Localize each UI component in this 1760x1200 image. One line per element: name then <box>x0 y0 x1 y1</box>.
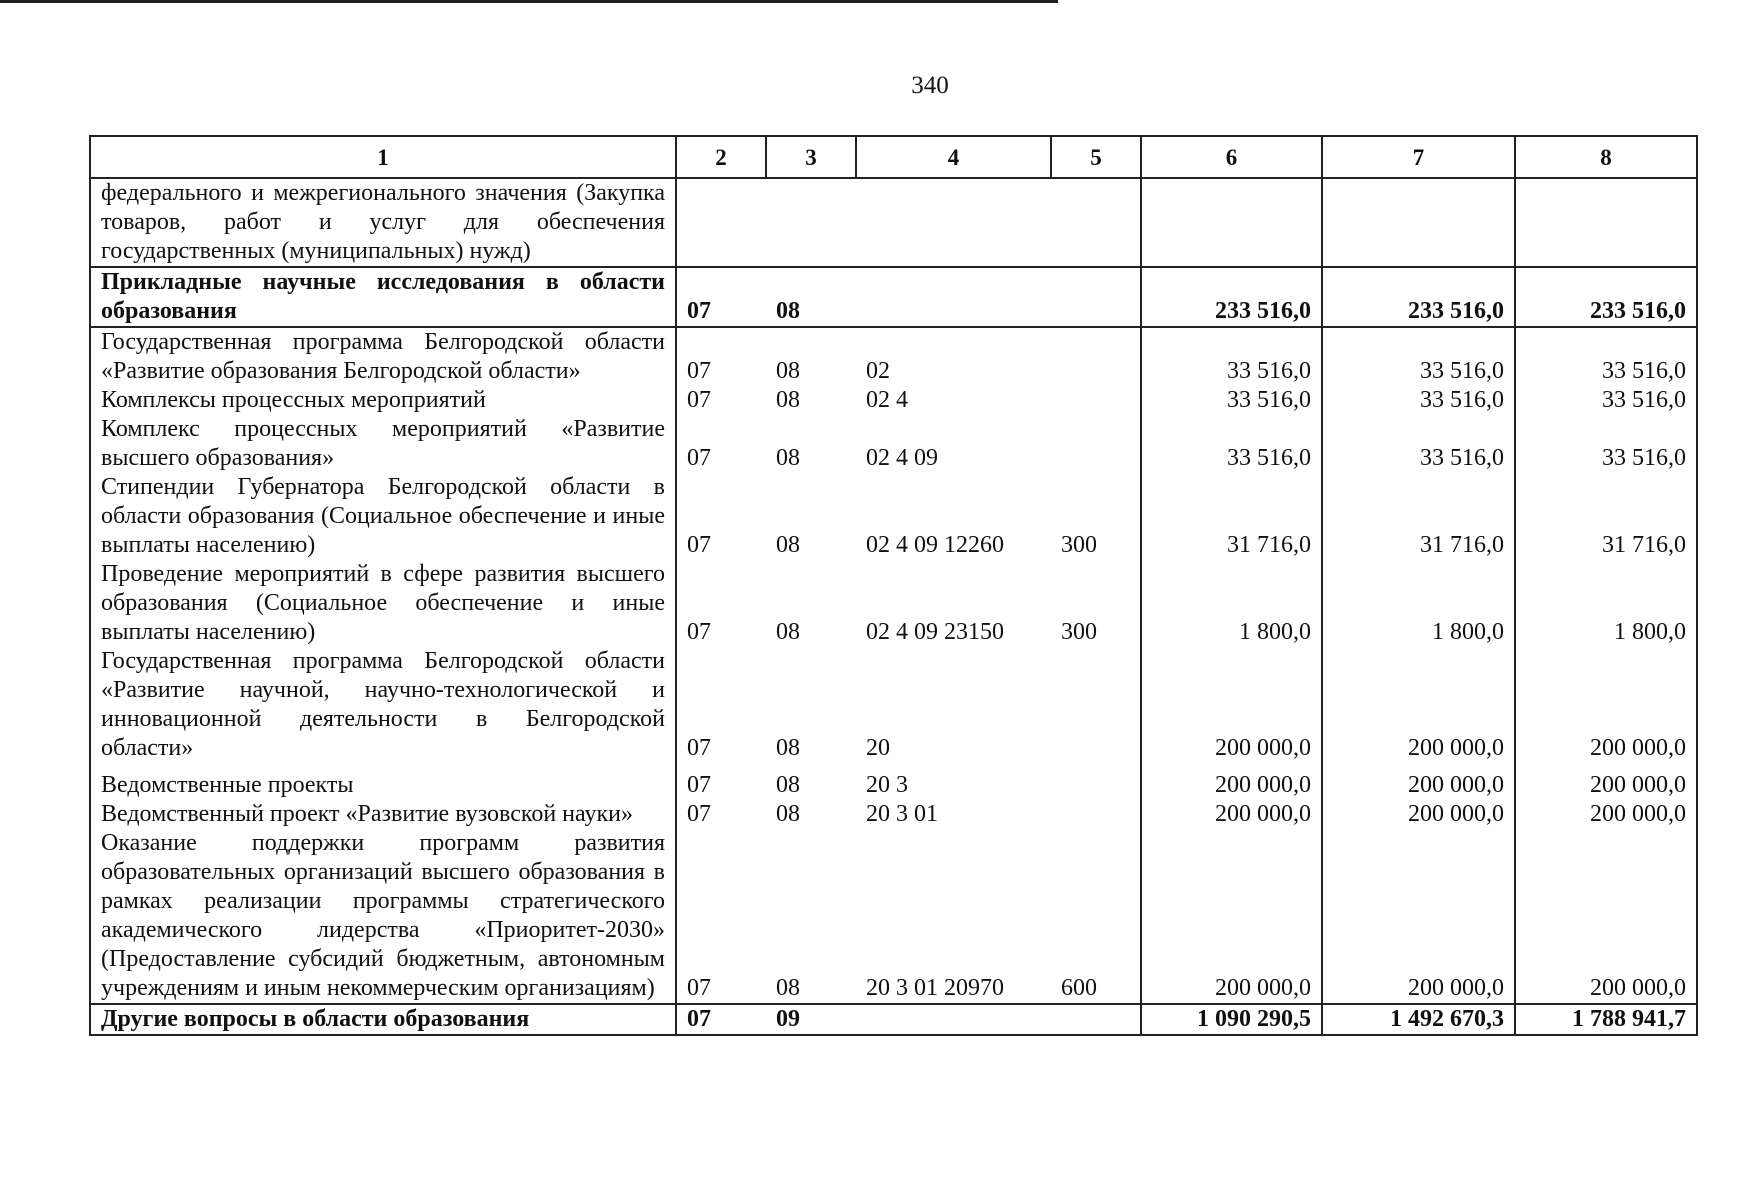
cell-expense-type: 300 <box>1051 560 1141 647</box>
cell-subsection: 09 <box>766 1004 856 1035</box>
cell-amount-8 <box>1515 178 1697 267</box>
table-row-section <box>90 1004 1697 1035</box>
cell-amount-7: 31 716,0 <box>1322 473 1515 560</box>
cell-amount-7: 1 492 670,3 <box>1322 1004 1515 1035</box>
cell-subsection <box>766 178 856 267</box>
cell-amount-7: 200 000,0 <box>1322 829 1515 1004</box>
cell-target-article <box>856 1004 1051 1035</box>
table-row <box>90 560 1697 647</box>
cell-amount-6: 33 516,0 <box>1141 415 1322 473</box>
cell-amount-6: 200 000,0 <box>1141 763 1322 800</box>
cell-target-article <box>856 178 1051 267</box>
cell-section <box>676 178 766 267</box>
cell-amount-8: 200 000,0 <box>1515 763 1697 800</box>
table-row <box>90 800 1697 829</box>
cell-amount-6: 233 516,0 <box>1141 267 1322 327</box>
cell-section: 07 <box>687 619 711 645</box>
cell-section: 07 <box>687 532 711 558</box>
cell-expense-type <box>1051 386 1141 415</box>
cell-amount-7: 233 516,0 <box>1322 267 1515 327</box>
cell-target-article: 02 4 09 <box>866 445 938 471</box>
column-header: 1 <box>90 136 676 178</box>
cell-amount-6: 33 516,0 <box>1141 386 1322 415</box>
cell-amount-8: 33 516,0 <box>1515 327 1697 386</box>
cell-amount-6 <box>1141 178 1322 267</box>
cell-subsection: 08 <box>776 772 800 798</box>
row-name: Ведомственные проекты <box>90 763 676 800</box>
cell-amount-6: 200 000,0 <box>1141 829 1322 1004</box>
cell-amount-6: 200 000,0 <box>1141 647 1322 763</box>
cell-target-article: 20 <box>866 735 890 761</box>
row-name: Государственная программа Белгородской области «Развитие образования Белгородской области» <box>90 327 676 386</box>
row-name: Другие вопросы в области образования <box>90 1004 676 1035</box>
table-row <box>90 829 1697 1004</box>
cell-subsection: 08 <box>766 267 856 327</box>
cell-amount-7: 33 516,0 <box>1322 327 1515 386</box>
table-row <box>90 763 1697 800</box>
table-row <box>90 327 1697 386</box>
cell-target-article: 20 3 01 <box>866 801 938 827</box>
cell-expense-type: 300 <box>1051 473 1141 560</box>
cell-expense-type <box>1051 415 1141 473</box>
top-rule <box>0 0 1058 3</box>
cell-section: 07 <box>687 387 711 413</box>
cell-expense-type <box>1051 647 1141 763</box>
row-name: Комплекс процессных мероприятий «Развитие высшего образования» <box>90 415 676 473</box>
budget-table <box>89 135 1698 1036</box>
row-name: Стипендии Губернатора Белгородской области в области образования (Социальное обеспечение и иные выплаты населению) <box>90 473 676 560</box>
row-name: Комплексы процессных мероприятий <box>90 386 676 415</box>
row-name: Государственная программа Белгородской области «Развитие научной, научно-технологической и инновационной деятельности в Белгородской области» <box>90 647 676 763</box>
cell-expense-type <box>1051 267 1141 327</box>
cell-amount-8: 200 000,0 <box>1515 829 1697 1004</box>
table-row <box>90 647 1697 763</box>
row-name: федерального и межрегионального значения (Закупка товаров, работ и услуг для обеспечения государственных (муниципальных) нужд) <box>90 178 676 267</box>
table-row <box>90 415 1697 473</box>
column-header: 2 <box>676 136 766 178</box>
column-header: 5 <box>1051 136 1141 178</box>
cell-subsection: 08 <box>776 619 800 645</box>
cell-amount-7: 33 516,0 <box>1322 386 1515 415</box>
cell-section: 07 <box>687 772 711 798</box>
cell-expense-type <box>1051 1004 1141 1035</box>
table-row-section <box>90 267 1697 327</box>
cell-amount-6: 33 516,0 <box>1141 327 1322 386</box>
cell-subsection: 08 <box>776 801 800 827</box>
cell-amount-6: 31 716,0 <box>1141 473 1322 560</box>
cell-amount-8: 1 800,0 <box>1515 560 1697 647</box>
cell-subsection: 08 <box>776 387 800 413</box>
cell-amount-7: 200 000,0 <box>1322 800 1515 829</box>
header-row <box>90 136 1697 178</box>
row-name: Проведение мероприятий в сфере развития высшего образования (Социальное обеспечение и иные выплаты населению) <box>90 560 676 647</box>
cell-expense-type <box>1051 763 1141 800</box>
cell-subsection: 08 <box>776 735 800 761</box>
cell-section: 07 <box>687 801 711 827</box>
cell-section: 07 <box>687 445 711 471</box>
cell-target-article: 02 4 <box>866 387 908 413</box>
column-header: 6 <box>1141 136 1322 178</box>
cell-target-article: 02 <box>866 358 890 384</box>
cell-subsection: 08 <box>776 445 800 471</box>
table-row <box>90 386 1697 415</box>
cell-amount-8: 33 516,0 <box>1515 386 1697 415</box>
table-row <box>90 178 1697 267</box>
cell-amount-6: 1 800,0 <box>1141 560 1322 647</box>
cell-target-article: 02 4 09 23150 <box>866 619 1004 645</box>
cell-target-article <box>856 267 1051 327</box>
cell-section: 07 <box>687 358 711 384</box>
row-name: Ведомственный проект «Развитие вузовской науки» <box>90 800 676 829</box>
cell-target-article: 02 4 09 12260 <box>866 532 1004 558</box>
cell-amount-7: 200 000,0 <box>1322 763 1515 800</box>
cell-target-article: 20 3 <box>866 772 908 798</box>
cell-amount-8: 33 516,0 <box>1515 415 1697 473</box>
cell-section: 07 <box>687 735 711 761</box>
row-name: Прикладные научные исследования в области образования <box>90 267 676 327</box>
cell-amount-6: 1 090 290,5 <box>1141 1004 1322 1035</box>
cell-subsection: 08 <box>776 358 800 384</box>
cell-amount-8: 1 788 941,7 <box>1515 1004 1697 1035</box>
cell-amount-8: 31 716,0 <box>1515 473 1697 560</box>
cell-target-article: 20 3 01 20970 <box>856 829 1051 1004</box>
cell-section: 07 <box>676 829 766 1004</box>
cell-section: 07 <box>676 267 766 327</box>
cell-amount-7: 200 000,0 <box>1322 647 1515 763</box>
cell-amount-7: 33 516,0 <box>1322 415 1515 473</box>
cell-amount-6: 200 000,0 <box>1141 800 1322 829</box>
table-row <box>90 473 1697 560</box>
cell-expense-type <box>1051 800 1141 829</box>
row-name: Оказание поддержки программ развития образовательных организаций высшего образования в рамках реализации программы стратегического академического лидерства «Приоритет-2030» (Предоставление субсидий бюджетным, автономным учреждениям и иным некоммерческим организациям) <box>90 829 676 1004</box>
column-header: 4 <box>856 136 1051 178</box>
cell-amount-8: 233 516,0 <box>1515 267 1697 327</box>
column-header: 7 <box>1322 136 1515 178</box>
cell-expense-type <box>1051 178 1141 267</box>
cell-section: 07 <box>676 1004 766 1035</box>
cell-amount-7 <box>1322 178 1515 267</box>
column-header: 3 <box>766 136 856 178</box>
column-header: 8 <box>1515 136 1697 178</box>
cell-subsection: 08 <box>766 829 856 1004</box>
cell-expense-type <box>1051 327 1141 386</box>
page-number: 340 <box>911 72 949 99</box>
cell-expense-type: 600 <box>1051 829 1141 1004</box>
cell-subsection: 08 <box>776 532 800 558</box>
cell-amount-7: 1 800,0 <box>1322 560 1515 647</box>
cell-amount-8: 200 000,0 <box>1515 647 1697 763</box>
cell-amount-8: 200 000,0 <box>1515 800 1697 829</box>
